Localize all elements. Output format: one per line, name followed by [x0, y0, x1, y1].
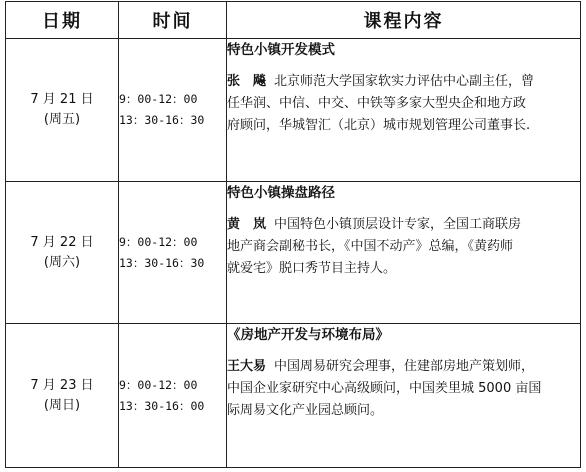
morning-time: 9：00-12：00 [119, 377, 198, 392]
speaker-bio-line: 就爱宅》脱口秀节目主持人。 [227, 260, 397, 276]
speaker-name: 张 飚 [227, 74, 267, 90]
time-cell [119, 181, 227, 324]
course-content-cell [227, 181, 581, 324]
morning-time: 9：00-12：00 [119, 234, 198, 249]
speaker-bio-line: 中国周易研究会理事，住建部房地产策划师， [274, 359, 535, 375]
speaker-bio-line: 中国特色小镇顶层设计专家，全国工商联房 [274, 216, 522, 232]
speaker-bio-line: 府顾问，华城智汇（北京）城市规划管理公司董事长. [227, 118, 531, 134]
afternoon-time: 13：30-16：00 [119, 398, 205, 413]
speaker-name: 黄 岚 [227, 216, 267, 232]
header-time: 时间 [119, 2, 227, 39]
weekday-text: (周六) [43, 254, 81, 270]
date-text: 7 月 22 日 [30, 234, 94, 250]
morning-time: 9：00-12：00 [119, 91, 198, 106]
course-title: 特色小镇开发模式 [227, 42, 335, 59]
header-date: 日期 [6, 2, 119, 39]
date-cell [6, 39, 119, 182]
speaker-name: 王大易 [227, 359, 267, 375]
date-text: 7 月 23 日 [30, 377, 94, 393]
course-schedule-table [5, 1, 581, 468]
speaker-bio-line: 中国企业家研究中心高级顾问，中国羑里城 5000 亩国 [227, 381, 542, 397]
time-cell [119, 39, 227, 182]
table-row [6, 324, 581, 468]
time-cell [119, 324, 227, 468]
afternoon-time: 13：30-16：30 [119, 112, 205, 127]
speaker-bio-line: 北京师范大学国家软实力评估中心副主任，曾 [274, 74, 535, 90]
speaker-bio-line: 任华润、中信、中交、中铁等多家大型央企和地方政 [227, 96, 527, 112]
course-title: 特色小镇操盘路径 [227, 184, 335, 201]
weekday-text: (周五) [43, 111, 81, 127]
speaker-bio-line: 地产商会副秘书长，《中国不动产》总编，《黄药师 [227, 238, 514, 254]
course-content-cell [227, 39, 581, 182]
table-row [6, 181, 581, 324]
table-header-row [6, 2, 581, 39]
date-text: 7 月 21 日 [30, 91, 94, 107]
table-row [6, 39, 581, 182]
header-course-content: 课程内容 [227, 2, 581, 39]
date-cell [6, 324, 119, 468]
weekday-text: (周日) [43, 397, 81, 413]
speaker-bio-line: 际周易文化产业园总顾问。 [227, 403, 384, 419]
date-cell [6, 181, 119, 324]
course-content-cell [227, 324, 581, 468]
course-title: 《房地产开发与环境布局》 [227, 327, 389, 344]
afternoon-time: 13：30-16：30 [119, 255, 205, 270]
